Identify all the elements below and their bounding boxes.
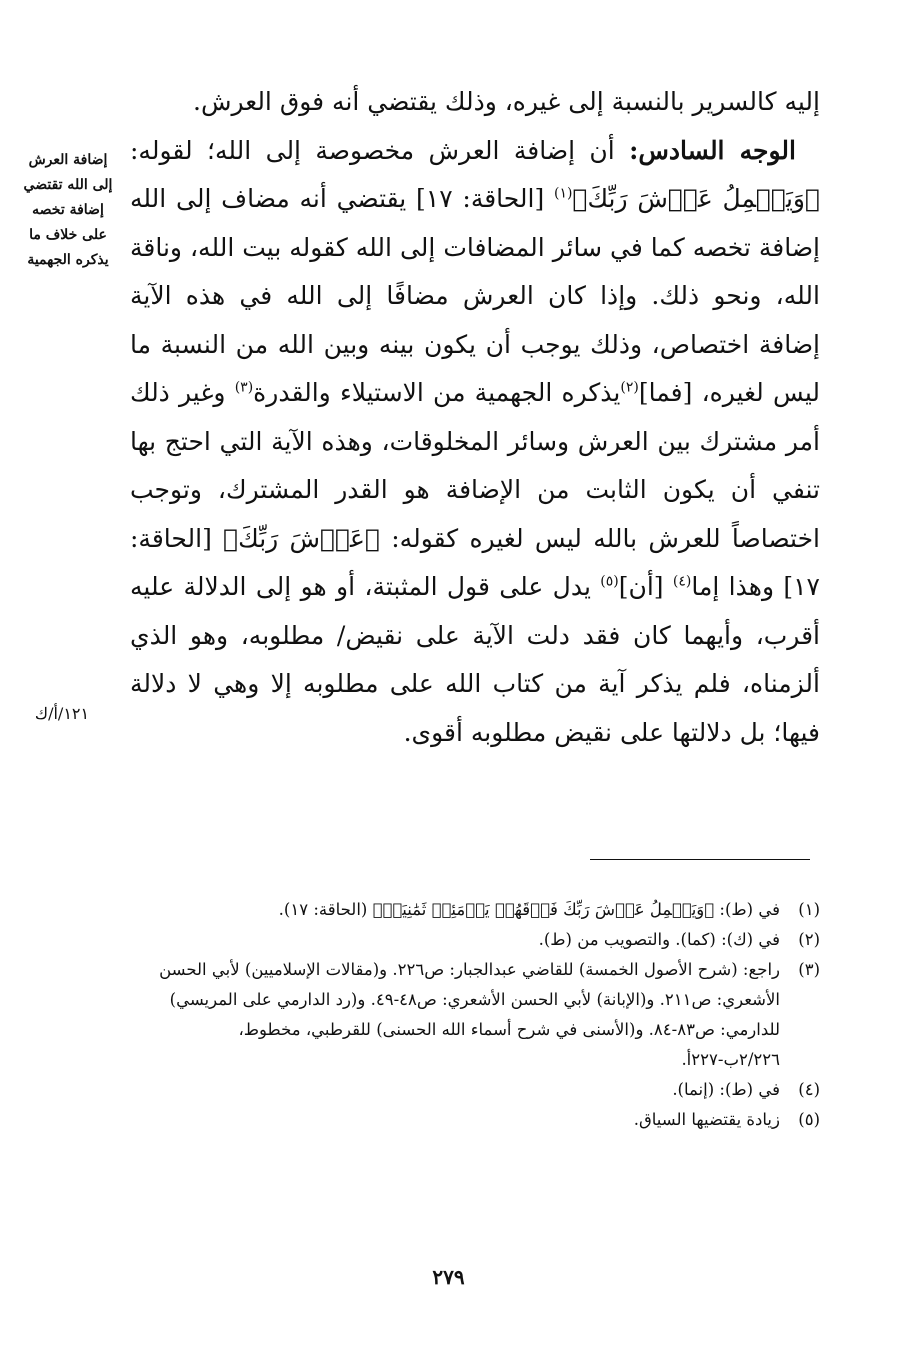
paragraph-1 — [130, 78, 820, 127]
footnote-number: (٤) — [798, 1080, 820, 1099]
paragraph-2 — [130, 127, 820, 758]
footnote-ref-4[interactable]: (٤) — [672, 573, 692, 590]
footnotes — [140, 895, 820, 1135]
footnote-1 — [140, 895, 820, 925]
footnote-text: في (ط): (إنما). — [672, 1080, 780, 1099]
footnote-text: راجع: (شرح الأصول الخمسة) للقاضي عبدالجبار: ص٢٢٦. و(مقالات الإسلاميين) لأبي الحسن الأشعري: ص٢١١. و(الإبانة) لأبي الحسن الأشعري: ص٤٨-٤٩. و(رد الدارمي على المريسي) للدارمي: ص٨٣-٨٤. و(الأسنى في شرح أسماء الله الحسنى) للقرطبي، مخطوط، ٢/٢٢٦ب-٢٢٧أ. — [159, 960, 780, 1069]
footnote-ref-3[interactable]: (٣) — [234, 379, 254, 396]
main-text — [130, 78, 820, 757]
margin-note: إضافة العرش إلى الله تقتضي إضافة تخصه على خلاف ما يذكره الجهمية — [23, 152, 113, 268]
footnote-5 — [140, 1105, 820, 1135]
p2-text-f: يدل على قول المثبتة، أو هو إلى الدلالة عليه أقرب، وأيهما كان فقد دلت الآية على نقيض/ مطلوبه، وهو الذي ألزمناه، فلم يذكر آية من كتاب الله على مطلوبه إلا وهي لا دلالة فيها؛ بل دلالتها على نقيض مطلوبه أقوى. — [130, 572, 820, 747]
p2-text-b: [الحاقة: ١٧] يقتضي أنه مضاف إلى الله إضافة تخصه كما في سائر المضافات إلى الله كقوله بيت الله، وناقة الله، ونحو ذلك. وإذا كان العرش مضافًا إلى الله في هذه الآية إضافة اختصاص، وذلك يوجب أن يكون بينه وبين الله من النسبة ما ليس لغيره، [فما] — [130, 184, 820, 407]
p2-text-d: وغير ذلك أمر مشترك بين العرش وسائر المخلوقات، وهذه الآية التي احتج بها تنفي أن يكون الثابت من الإضافة هو القدر المشترك، وتوجب اختصاصاً للعرش بالله ليس لغيره كقوله: ﴿عَرۡشَ رَبِّكَ﴾ [الحاقة: ١٧] وهذا إما — [130, 378, 820, 601]
footnote-number: (٢) — [798, 930, 820, 949]
footnote-3 — [140, 955, 820, 1075]
section-heading: الوجه السادس: — [629, 135, 796, 165]
footnote-number: (٣) — [798, 960, 820, 979]
p1-text: إليه كالسرير بالنسبة إلى غيره، وذلك يقتضي أنه فوق العرش. — [193, 87, 820, 116]
p2-text-e: [أن] — [618, 572, 673, 601]
footnote-divider — [590, 859, 810, 860]
footnote-ref-2[interactable]: (٢) — [620, 379, 639, 396]
p2-text-c: يذكره الجهمية من الاستيلاء والقدرة — [253, 378, 621, 407]
footnote-number: (١) — [798, 900, 820, 919]
footnote-number: (٥) — [798, 1110, 820, 1129]
footnote-text: في (ط): ﴿وَيَحۡمِلُ عَرۡشَ رَبِّكَ فَوۡقَهُمۡ يَوۡمَئِذٖ ثَمَٰنِيَةٞ﴾ (الحاقة: ١٧). — [278, 900, 780, 919]
footnote-text: زيادة يقتضيها السياق. — [633, 1110, 780, 1129]
p2-text-a: أن إضافة العرش مخصوصة إلى الله؛ لقوله: ﴿وَيَحۡمِلُ عَرۡشَ رَبِّكَ﴾ — [130, 135, 820, 213]
footnote-ref-5[interactable]: (٥) — [600, 573, 619, 590]
footnote-text: في (ك): (كما). والتصويب من (ط). — [538, 930, 780, 949]
page-number: ٢٧٩ — [432, 1265, 465, 1289]
footnote-4 — [140, 1075, 820, 1105]
footnote-2 — [140, 925, 820, 955]
manuscript-ref: ١٢١/أ/ك — [34, 704, 90, 723]
footnote-ref-1[interactable]: (١) — [554, 185, 573, 202]
